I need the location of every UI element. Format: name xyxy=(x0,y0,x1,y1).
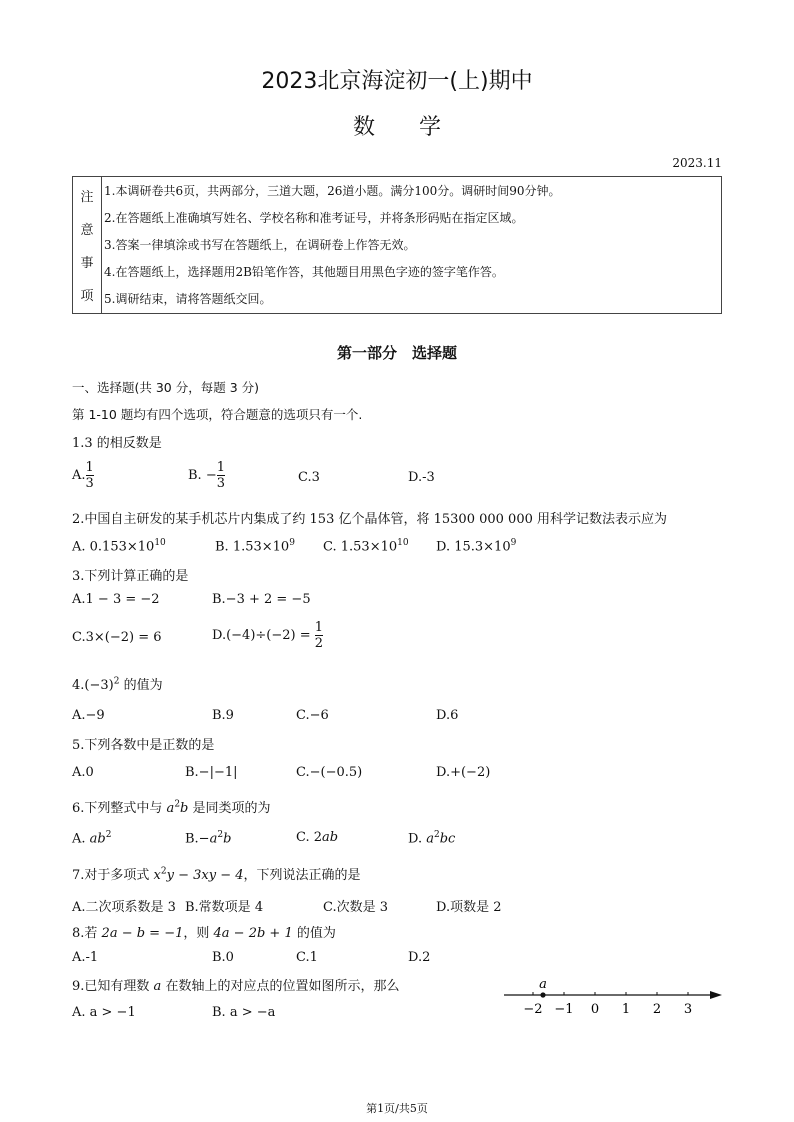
fraction xyxy=(315,620,323,651)
math-var: a xyxy=(166,801,175,816)
option-text: D. 15.3×10 xyxy=(436,539,511,555)
exponent: 9 xyxy=(289,538,295,548)
math-var: ab xyxy=(89,831,106,847)
stem-text: 的值为 xyxy=(119,678,163,693)
q4-option-c: C.−6 xyxy=(296,708,329,723)
option-label: D. xyxy=(408,831,427,847)
numerator: 1 xyxy=(85,460,94,475)
option-label: A. xyxy=(72,831,90,847)
notice-item: 4.在答题纸上，选择题用2B铅笔作答，其他题目用黑色字迹的签字笔作答。 xyxy=(104,265,504,279)
q6-option-d xyxy=(408,830,455,846)
stem-text: 7.对于多项式 xyxy=(72,868,154,883)
math-var: a xyxy=(426,831,434,847)
q3-option-d xyxy=(212,620,323,651)
notice-item: 1.本调研卷共6页，共两部分，三道大题，26道小题。满分100分。调研时间90分钟。 xyxy=(104,184,561,198)
point-a-label: a xyxy=(539,977,547,992)
stem-text: 8.若 xyxy=(72,926,102,941)
number-line-ticks xyxy=(523,992,692,1017)
exponent: 2 xyxy=(105,830,112,840)
option-text: C. 1.53×10 xyxy=(323,539,398,555)
numerator: 1 xyxy=(216,460,225,475)
q1-option-a xyxy=(72,460,94,491)
option-label: A. xyxy=(72,468,86,483)
q5-option-a: A.0 xyxy=(72,765,94,780)
notice-item: 2.在答题纸上准确填写姓名、学校名称和准考证号，并将条形码贴在指定区域。 xyxy=(104,211,524,225)
q6-option-c xyxy=(296,830,338,845)
denominator: 3 xyxy=(216,476,225,491)
q4-option-d: D.6 xyxy=(436,708,459,723)
number-line-tick-label: 1 xyxy=(621,1002,631,1017)
option-text: B. 1.53×10 xyxy=(215,539,290,555)
number-line-tick-label: −1 xyxy=(554,1002,574,1017)
part-title: 第一部分 选择题 xyxy=(336,344,457,362)
exponent: 2 xyxy=(113,676,120,687)
q2-option-d xyxy=(436,538,516,554)
question-2-stem: 2.中国自主研发的某手机芯片内集成了约 153 亿个晶体管，将 15300 000 000 用科学记数法表示应为 xyxy=(72,512,667,527)
q3-option-a: A.1 − 3 = −2 xyxy=(72,592,160,607)
section-heading: 一、选择题(共 30 分，每题 3 分) xyxy=(72,380,260,395)
q8-option-b: B.0 xyxy=(212,950,234,965)
q9-option-a: A. a > −1 xyxy=(72,1005,136,1020)
math-expression: 4a − 2b + 1 xyxy=(213,926,293,941)
exponent: 2 xyxy=(434,830,440,840)
q7-option-b: B.常数项是 4 xyxy=(185,900,264,915)
fraction xyxy=(217,460,225,491)
number-line-figure xyxy=(500,975,730,1020)
option-label: C. 2 xyxy=(296,830,323,845)
q2-option-c xyxy=(323,538,409,554)
denominator: 3 xyxy=(85,476,94,491)
exponent: 2 xyxy=(217,830,224,840)
question-8-stem xyxy=(72,922,336,941)
stem-text: 在数轴上的对应点的位置如图所示，那么 xyxy=(161,979,400,994)
stem-text: 的值为 xyxy=(292,926,336,941)
point-a xyxy=(540,992,545,997)
notice-label-char: 事 xyxy=(80,256,94,271)
math-var: x xyxy=(153,868,161,883)
notice-items xyxy=(102,177,721,313)
stem-text: 是同类项的为 xyxy=(188,801,271,816)
q6-option-a xyxy=(72,830,111,846)
notice-label-char: 注 xyxy=(80,190,94,205)
question-1-stem: 1.3 的相反数是 xyxy=(72,436,162,451)
q1-option-c: C.3 xyxy=(298,470,320,485)
math-var: bc xyxy=(439,831,456,847)
q9-option-b: B. a > −a xyxy=(212,1005,276,1020)
exam-date: 2023.11 xyxy=(672,156,722,170)
stem-text: 4.(−3) xyxy=(72,678,114,693)
number-line-tick-label: 0 xyxy=(590,1002,600,1017)
notice-item: 3.答案一律填涂或书写在答题纸上，在调研卷上作答无效。 xyxy=(104,238,416,252)
fraction xyxy=(86,460,94,491)
q1-option-b xyxy=(188,460,225,491)
question-9-stem xyxy=(72,975,399,994)
instruction: 第 1-10 题均有四个选项，符合题意的选项只有一个. xyxy=(72,407,363,422)
q7-option-d: D.项数是 2 xyxy=(436,900,502,915)
exponent: 9 xyxy=(510,538,517,548)
stem-text: 9.已知有理数 xyxy=(72,979,154,994)
q2-option-a xyxy=(72,538,166,554)
question-3-stem: 3.下列计算正确的是 xyxy=(72,569,189,584)
stem-text: ，则 xyxy=(183,926,214,941)
q7-option-a: A.二次项系数是 3 xyxy=(72,900,176,915)
question-6-stem xyxy=(72,797,271,816)
math-expression: 2a − b = −1 xyxy=(101,926,184,941)
q5-option-d: D.+(−2) xyxy=(436,765,491,780)
q7-option-c: C.次数是 3 xyxy=(323,900,389,915)
math-var: b xyxy=(180,801,189,816)
math-var: ab xyxy=(322,830,339,845)
notice-label xyxy=(73,177,102,313)
notice-item: 5.调研结束，请将答题纸交回。 xyxy=(104,292,272,306)
notice-label-char: 项 xyxy=(80,289,94,304)
question-4-stem xyxy=(72,674,163,693)
q3-option-b: B.−3 + 2 = −5 xyxy=(212,592,311,607)
page-footer: 第1页/共5页 xyxy=(366,1102,428,1115)
q6-option-b xyxy=(185,830,231,846)
exponent: 2 xyxy=(160,866,167,877)
exponent: 10 xyxy=(397,538,409,548)
option-text: D.(−4)÷(−2) = xyxy=(212,628,311,643)
exponent: 10 xyxy=(154,538,166,548)
q4-option-a: A.−9 xyxy=(72,708,105,723)
q1-option-d: D.-3 xyxy=(408,470,435,485)
math-var: a xyxy=(153,979,162,994)
denominator: 2 xyxy=(314,636,324,651)
page-title: 2023北京海淀初一(上)期中 xyxy=(261,69,533,94)
question-7-stem xyxy=(72,864,361,883)
number-line-tick-label: −2 xyxy=(523,1002,543,1017)
stem-text: ，下列说法正确的是 xyxy=(243,868,361,883)
math-var: b xyxy=(223,831,232,847)
q8-option-d: D.2 xyxy=(408,950,431,965)
math-var: a xyxy=(209,831,218,847)
exponent: 2 xyxy=(174,799,181,810)
stem-text: 6.下列整式中与 xyxy=(72,801,167,816)
option-text: A. 0.153×10 xyxy=(72,539,155,555)
q3-option-c: C.3×(−2) = 6 xyxy=(72,630,162,645)
q4-option-b: B.9 xyxy=(212,708,234,723)
math-expression: y − 3xy − 4 xyxy=(166,868,244,883)
question-5-stem: 5.下列各数中是正数的是 xyxy=(72,738,215,753)
q8-option-a: A.-1 xyxy=(72,950,99,965)
q5-option-c: C.−(−0.5) xyxy=(296,765,363,780)
arrow-icon xyxy=(710,991,722,999)
q2-option-b xyxy=(215,538,295,554)
numerator: 1 xyxy=(314,620,324,635)
subject-title: 数学 xyxy=(352,115,485,140)
option-label: B. − xyxy=(188,468,217,483)
number-line-tick-label: 2 xyxy=(652,1002,662,1017)
notice-box xyxy=(72,176,722,314)
q8-option-c: C.1 xyxy=(296,950,318,965)
number-line-tick-label: 3 xyxy=(683,1002,693,1017)
notice-label-char: 意 xyxy=(80,223,94,238)
q5-option-b: B.−|−1| xyxy=(185,765,238,780)
option-label: B.− xyxy=(185,831,210,847)
